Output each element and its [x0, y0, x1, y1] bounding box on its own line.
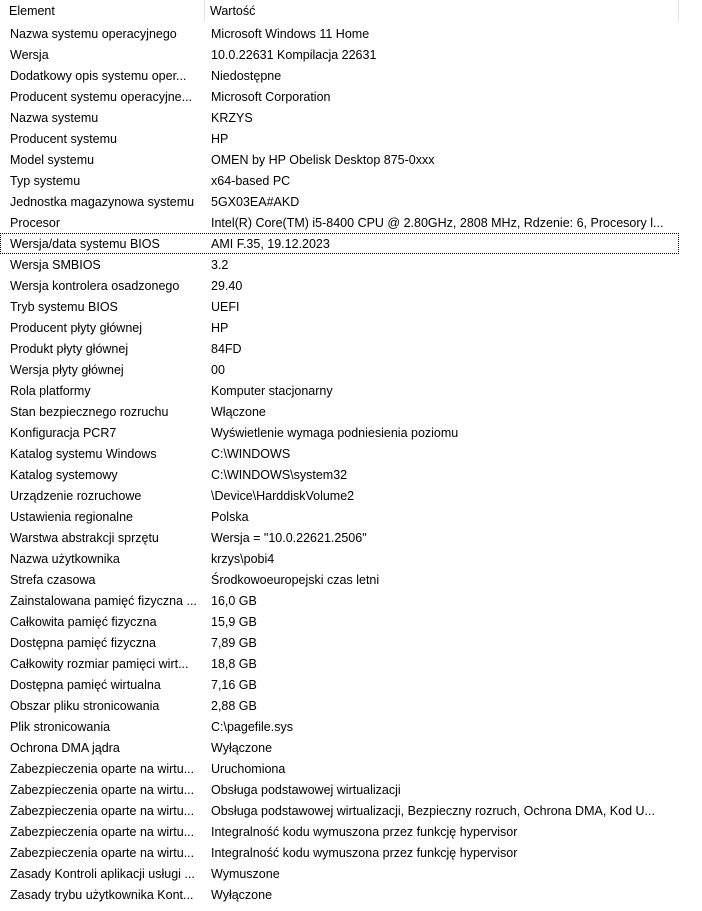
table-row[interactable]: [0, 485, 679, 506]
table-row[interactable]: [0, 800, 679, 821]
table-row[interactable]: [0, 23, 679, 44]
table-row[interactable]: [0, 149, 679, 170]
row-element-cell: Całkowity rozmiar pamięci wirt...: [10, 657, 189, 671]
row-value-cell: AMI F.35, 19.12.2023: [211, 237, 330, 251]
row-value-cell: 00: [211, 363, 225, 377]
row-element-cell: Obszar pliku stronicowania: [10, 699, 160, 713]
table-row[interactable]: [0, 590, 679, 611]
table-row[interactable]: [0, 44, 679, 65]
table-row[interactable]: [0, 275, 679, 296]
row-value-cell: Microsoft Corporation: [211, 90, 331, 104]
table-row[interactable]: [0, 464, 679, 485]
row-element-cell: Zabezpieczenia oparte na wirtu...: [10, 825, 195, 839]
row-value-cell: Komputer stacjonarny: [211, 384, 333, 398]
row-element-cell: Dostępna pamięć wirtualna: [10, 678, 161, 692]
row-element-cell: Zainstalowana pamięć fizyczna ...: [10, 594, 197, 608]
row-value-cell: Integralność kodu wymuszona przez funkcję hypervisor: [211, 846, 518, 860]
table-row[interactable]: [0, 842, 679, 863]
row-element-cell: Zasady Kontroli aplikacji usługi ...: [10, 867, 195, 881]
table-row[interactable]: [0, 821, 679, 842]
table-row[interactable]: [0, 632, 679, 653]
row-element-cell: Procesor: [10, 216, 61, 230]
column-header-element[interactable]: Element: [0, 0, 205, 22]
table-row[interactable]: [0, 674, 679, 695]
table-row[interactable]: [0, 737, 679, 758]
row-value-cell: 3.2: [211, 258, 229, 272]
row-element-cell: Nazwa użytkownika: [10, 552, 120, 566]
row-element-cell: Ustawienia regionalne: [10, 510, 133, 524]
row-element-cell: Wersja: [10, 48, 49, 62]
table-row[interactable]: [0, 170, 679, 191]
row-value-cell: Polska: [211, 510, 249, 524]
row-value-cell: 5GX03EA#AKD: [211, 195, 300, 209]
table-row[interactable]: [0, 569, 679, 590]
row-value-cell: C:\WINDOWS\system32: [211, 468, 348, 482]
table-row[interactable]: [0, 296, 679, 317]
table-row[interactable]: [0, 212, 679, 233]
row-value-cell: 29.40: [211, 279, 243, 293]
list-header: [0, 0, 702, 22]
row-value-cell: Microsoft Windows 11 Home: [211, 27, 370, 41]
table-row[interactable]: [0, 233, 679, 254]
row-value-cell: x64-based PC: [211, 174, 291, 188]
table-row[interactable]: [0, 884, 679, 905]
row-value-cell: Wyłączone: [211, 741, 273, 755]
row-element-cell: Producent systemu operacyjne...: [10, 90, 193, 104]
table-row[interactable]: [0, 443, 679, 464]
table-row[interactable]: [0, 128, 679, 149]
row-element-cell: Produkt płyty głównej: [10, 342, 129, 356]
row-value-cell: 7,16 GB: [211, 678, 257, 692]
row-element-cell: Zabezpieczenia oparte na wirtu...: [10, 846, 195, 860]
table-row[interactable]: [0, 758, 679, 779]
row-element-cell: Nazwa systemu operacyjnego: [10, 27, 177, 41]
row-element-cell: Producent płyty głównej: [10, 321, 143, 335]
row-element-cell: Wersja SMBIOS: [10, 258, 101, 272]
table-row[interactable]: [0, 506, 679, 527]
row-value-cell: 10.0.22631 Kompilacja 22631: [211, 48, 377, 62]
row-element-cell: Dodatkowy opis systemu oper...: [10, 69, 187, 83]
row-value-cell: Wyświetlenie wymaga podniesienia poziomu: [211, 426, 459, 440]
row-value-cell: Włączone: [211, 405, 266, 419]
row-value-cell: Środkowoeuropejski czas letni: [211, 573, 380, 587]
table-row[interactable]: [0, 401, 679, 422]
row-element-cell: Wersja kontrolera osadzonego: [10, 279, 180, 293]
table-row[interactable]: [0, 86, 679, 107]
row-value-cell: UEFI: [211, 300, 240, 314]
table-row[interactable]: [0, 317, 679, 338]
list-rows: [0, 23, 702, 905]
column-header-filler: [679, 0, 702, 22]
row-value-cell: C:\pagefile.sys: [211, 720, 293, 734]
row-element-cell: Plik stronicowania: [10, 720, 111, 734]
table-row[interactable]: [0, 779, 679, 800]
table-row[interactable]: [0, 527, 679, 548]
row-element-cell: Dostępna pamięć fizyczna: [10, 636, 156, 650]
table-row[interactable]: [0, 695, 679, 716]
column-header-value[interactable]: Wartość: [205, 0, 679, 22]
table-row[interactable]: [0, 716, 679, 737]
table-row[interactable]: [0, 338, 679, 359]
row-value-cell: 18,8 GB: [211, 657, 257, 671]
row-element-cell: Wersja płyty głównej: [10, 363, 124, 377]
table-row[interactable]: [0, 65, 679, 86]
table-row[interactable]: [0, 611, 679, 632]
row-element-cell: Warstwa abstrakcji sprzętu: [10, 531, 159, 545]
row-value-cell: 15,9 GB: [211, 615, 257, 629]
table-row[interactable]: [0, 422, 679, 443]
row-element-cell: Zabezpieczenia oparte na wirtu...: [10, 762, 195, 776]
table-row[interactable]: [0, 254, 679, 275]
row-element-cell: Jednostka magazynowa systemu: [10, 195, 195, 209]
row-value-cell: KRZYS: [211, 111, 253, 125]
row-element-cell: Producent systemu: [10, 132, 117, 146]
row-value-cell: OMEN by HP Obelisk Desktop 875-0xxx: [211, 153, 435, 167]
row-value-cell: \Device\HarddiskVolume2: [211, 489, 355, 503]
row-element-cell: Całkowita pamięć fizyczna: [10, 615, 157, 629]
row-value-cell: Niedostępne: [211, 69, 282, 83]
row-element-cell: Typ systemu: [10, 174, 81, 188]
table-row[interactable]: [0, 107, 679, 128]
row-value-cell: Obsługa podstawowej wirtualizacji, Bezpieczny rozruch, Ochrona DMA, Kod U...: [211, 804, 655, 818]
table-row[interactable]: [0, 191, 679, 212]
table-row[interactable]: [0, 359, 679, 380]
row-value-cell: Wymuszone: [211, 867, 280, 881]
row-value-cell: Obsługa podstawowej wirtualizacji: [211, 783, 401, 797]
row-element-cell: Urządzenie rozruchowe: [10, 489, 142, 503]
table-row[interactable]: [0, 548, 679, 569]
row-value-cell: HP: [211, 321, 229, 335]
row-value-cell: 16,0 GB: [211, 594, 257, 608]
table-row[interactable]: [0, 863, 679, 884]
row-element-cell: Ochrona DMA jądra: [10, 741, 120, 755]
row-value-cell: HP: [211, 132, 229, 146]
row-element-cell: Katalog systemowy: [10, 468, 118, 482]
row-value-cell: 84FD: [211, 342, 242, 356]
row-value-cell: Integralność kodu wymuszona przez funkcję hypervisor: [211, 825, 518, 839]
row-element-cell: Nazwa systemu: [10, 111, 99, 125]
row-element-cell: Rola platformy: [10, 384, 91, 398]
row-element-cell: Stan bezpiecznego rozruchu: [10, 405, 169, 419]
row-element-cell: Konfiguracja PCR7: [10, 426, 117, 440]
row-value-cell: Wersja = "10.0.22621.2506": [211, 531, 367, 545]
row-value-cell: krzys\pobi4: [211, 552, 275, 566]
row-value-cell: 2,88 GB: [211, 699, 257, 713]
row-element-cell: Strefa czasowa: [10, 573, 96, 587]
row-value-cell: 7,89 GB: [211, 636, 257, 650]
row-value-cell: Intel(R) Core(TM) i5-8400 CPU @ 2.80GHz, 2808 MHz, Rdzenie: 6, Procesory l...: [211, 216, 664, 230]
row-element-cell: Zabezpieczenia oparte na wirtu...: [10, 783, 195, 797]
row-element-cell: Model systemu: [10, 153, 95, 167]
row-value-cell: C:\WINDOWS: [211, 447, 291, 461]
row-element-cell: Zabezpieczenia oparte na wirtu...: [10, 804, 195, 818]
row-element-cell: Katalog systemu Windows: [10, 447, 157, 461]
row-element-cell: Zasady trybu użytkownika Kont...: [10, 888, 194, 902]
table-row[interactable]: [0, 380, 679, 401]
table-row[interactable]: [0, 653, 679, 674]
row-element-cell: Tryb systemu BIOS: [10, 300, 118, 314]
row-value-cell: Uruchomiona: [211, 762, 286, 776]
row-value-cell: Wyłączone: [211, 888, 273, 902]
row-element-cell: Wersja/data systemu BIOS: [10, 237, 160, 251]
